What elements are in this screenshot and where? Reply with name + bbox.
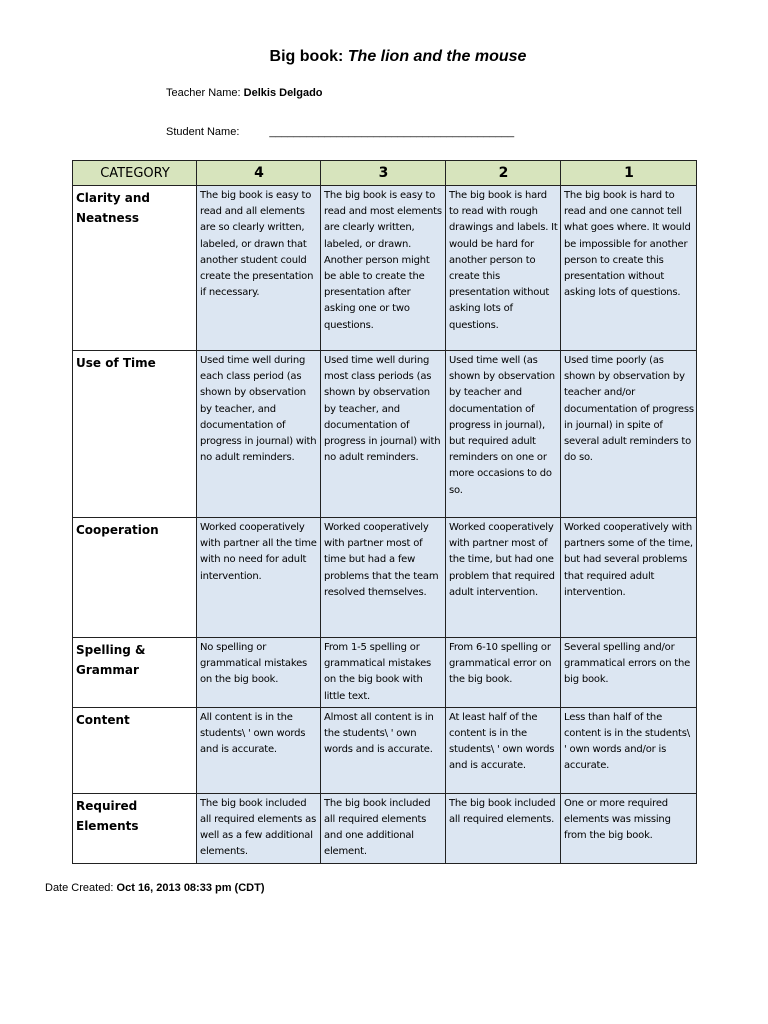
table-row	[73, 793, 697, 863]
criteria-cell: At least half of the content is in the students\ ' own words and is accurate.	[446, 707, 561, 793]
criteria-cell: All content is in the students\ ' own words and is accurate.	[197, 707, 321, 793]
student-name-line	[166, 126, 514, 138]
criteria-cell: The big book is easy to read and most elements are clearly written, labeled, or drawn. Another person might be able to create the presentation after asking one or two questions.	[321, 186, 446, 351]
table-row	[73, 186, 697, 351]
teacher-name-line	[166, 87, 323, 99]
criteria-cell: Less than half of the content is in the students\ ' own words and/or is accurate.	[561, 707, 697, 793]
category-cell: Spelling & Grammar	[73, 638, 197, 708]
title-book-name: The lion and the mouse	[347, 48, 527, 65]
teacher-name: Delkis Delgado	[243, 87, 323, 99]
header-score-4: 4	[197, 161, 321, 186]
document-title	[0, 48, 768, 66]
table-row	[73, 707, 697, 793]
criteria-cell: From 1-5 spelling or grammatical mistakes on the big book with little text.	[321, 638, 446, 708]
criteria-cell: No spelling or grammatical mistakes on the big book.	[197, 638, 321, 708]
table-row	[73, 638, 697, 708]
header-score-1: 1	[561, 161, 697, 186]
student-name-blank: ________________________________________	[269, 126, 515, 138]
category-cell: Use of Time	[73, 351, 197, 518]
criteria-cell: The big book included all required elements and one additional element.	[321, 793, 446, 863]
category-cell: Clarity and Neatness	[73, 186, 197, 351]
table-row	[73, 351, 697, 518]
criteria-cell: Worked cooperatively with partner all the time with no need for adult intervention.	[197, 518, 321, 638]
criteria-cell: Used time well during each class period (as shown by observation by teacher, and documentation of progress in journal) with no adult reminders.	[197, 351, 321, 518]
date-created-value: Oct 16, 2013 08:33 pm (CDT)	[116, 882, 265, 894]
criteria-cell: The big book is hard to read with rough drawings and labels. It would be hard for another person to create this presentation without asking lots of questions.	[446, 186, 561, 351]
rubric-table	[72, 160, 697, 864]
title-prefix: Big book:	[269, 48, 348, 65]
criteria-cell: Worked cooperatively with partner most of time but had a few problems that the team resolved themselves.	[321, 518, 446, 638]
criteria-cell: Almost all content is in the students\ ' own words and is accurate.	[321, 707, 446, 793]
header-score-3: 3	[321, 161, 446, 186]
header-row	[73, 161, 697, 186]
date-created-line	[45, 882, 265, 894]
category-cell: Required Elements	[73, 793, 197, 863]
criteria-cell: Worked cooperatively with partner most of the time, but had one problem that required adult intervention.	[446, 518, 561, 638]
student-label: Student Name:	[166, 126, 240, 138]
criteria-cell: Used time well during most class periods (as shown by observation by teacher, and documentation of progress in journal) with no adult reminders.	[321, 351, 446, 518]
criteria-cell: One or more required elements was missing from the big book.	[561, 793, 697, 863]
header-score-2: 2	[446, 161, 561, 186]
criteria-cell: Used time well (as shown by observation by teacher and documentation of progress in journal), but required adult reminders on one or more occasions to do so.	[446, 351, 561, 518]
header-category: CATEGORY	[73, 161, 197, 186]
date-created-label: Date Created:	[45, 882, 117, 894]
table-row	[73, 518, 697, 638]
criteria-cell: Several spelling and/or grammatical errors on the big book.	[561, 638, 697, 708]
criteria-cell: From 6-10 spelling or grammatical error on the big book.	[446, 638, 561, 708]
criteria-cell: The big book is hard to read and one cannot tell what goes where. It would be impossible for another person to create this presentation without asking lots of questions.	[561, 186, 697, 351]
category-cell: Cooperation	[73, 518, 197, 638]
criteria-cell: Used time poorly (as shown by observation by teacher and/or documentation of progress in journal) in spite of several adult reminders to do so.	[561, 351, 697, 518]
criteria-cell: The big book included all required elements as well as a few additional elements.	[197, 793, 321, 863]
criteria-cell: The big book included all required elements.	[446, 793, 561, 863]
criteria-cell: The big book is easy to read and all elements are so clearly written, labeled, or drawn that another student could create the presentation if necessary.	[197, 186, 321, 351]
teacher-label: Teacher Name:	[166, 87, 244, 99]
criteria-cell: Worked cooperatively with partners some of the time, but had several problems that required adult intervention.	[561, 518, 697, 638]
category-cell: Content	[73, 707, 197, 793]
